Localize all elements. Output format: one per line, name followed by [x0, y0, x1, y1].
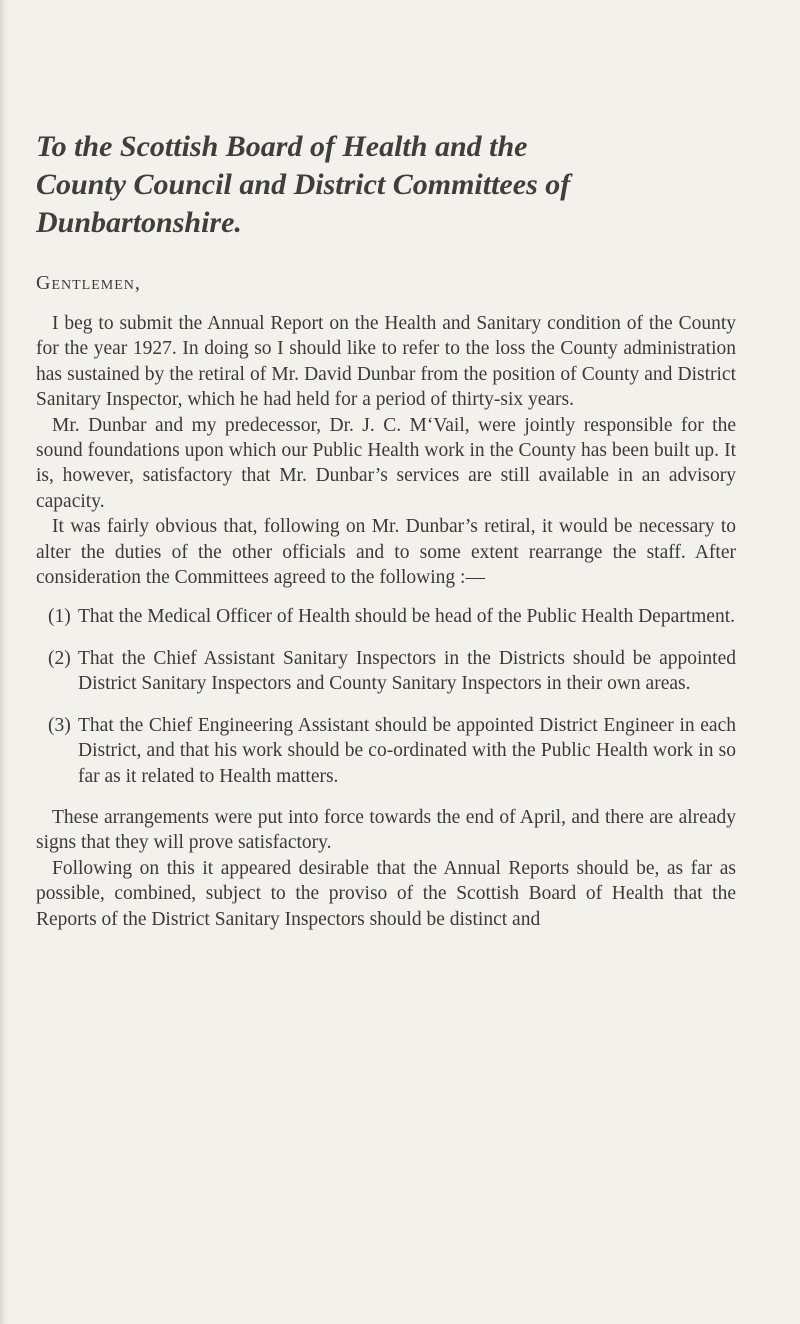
list-item-number: (3) [48, 714, 71, 736]
paragraph-3: It was fairly obvious that, following on Mr. Dunbar’s retiral, it would be necessary to alter the duties of the other officials and to some extent rearrange the staff. After consideration the Committees agreed to the following :— [36, 516, 736, 589]
list-item-number: (2) [48, 647, 71, 669]
list-item [36, 646, 736, 697]
list-item-text: That the Chief Assistant Sanitary Inspectors in the Districts should be appointed District Sanitary Inspectors and County Sanitary Inspectors in their own areas. [78, 647, 736, 695]
resolutions-list [36, 604, 736, 788]
list-item-number: (1) [48, 606, 71, 628]
addressee-heading [36, 128, 736, 242]
list-item-text: That the Chief Engineering Assistant should be appointed District Engineer in each District, and that his work should be co-ordinated with the Public Health work in so far as it related to Health matters. [78, 714, 736, 787]
addressee-line-3: Dunbartonshire. [36, 206, 242, 239]
addressee-line-1: To the Scottish Board of Health and the [36, 130, 528, 163]
paragraph-5: Following on this it appeared desirable that the Annual Reports should be, as far as possible, combined, subject to the proviso of the Scottish Board of Health that the Reports of the District Sanitary Inspectors should be distinct and [36, 857, 736, 930]
list-item-text: That the Medical Officer of Health should be head of the Public Health Department. [78, 606, 736, 628]
report-letter [36, 128, 736, 932]
paragraph-1: I beg to submit the Annual Report on the Health and Sanitary condition of the County for the year 1927. In doing so I should like to refer to the loss the County administration has sustained by the retiral of Mr. David Dunbar from the position of County and District Sanitary Inspector, which he had held for a period of thirty-six years. [36, 313, 736, 411]
salutation: Gentlemen, [36, 272, 141, 294]
paragraph-4: These arrangements were put into force towards the end of April, and there are already signs that they will prove satisfactory. [36, 806, 736, 854]
addressee-line-2: County Council and District Committees of [36, 168, 571, 201]
list-item [36, 713, 736, 789]
list-item [36, 604, 736, 629]
page-edge-shadow [0, 0, 10, 1324]
paragraph-2: Mr. Dunbar and my predecessor, Dr. J. C. M‘Vail, were jointly responsible for the sound foundations upon which our Public Health work in the County has been built up. It is, however, satisfactory that Mr. Dunbar’s services are still available in an advisory capacity. [36, 414, 736, 512]
